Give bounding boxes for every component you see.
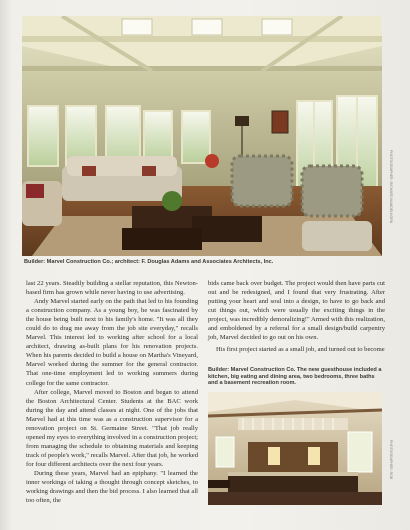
main-photo-caption: Builder: Marvel Construction Co.; architect: F. Douglas Adams and Associates Architects, Inc. <box>24 259 274 265</box>
left-column-text <box>26 279 198 505</box>
paragraph: His first project started as a small job, and turned out to become <box>216 346 385 354</box>
paragraph: bids came back over budget. The project would then have parts cut out and be redesigned, and I found that very frustrating. After putting your heart and soul into a design, to have to go back and cut things out, which were usually the exciting things in the project, was incredibly demoralizing!" Armed with this realization, and emboldened by a referral for a small design/build carpentry job, Marvel decided to go out on his own. <box>208 280 385 342</box>
living-room-photo <box>22 16 382 256</box>
right-column-text <box>208 279 385 354</box>
paragraph: After college, Marvel moved to Boston and began to attend the Boston Architectural Center. Students at the BAC work during the day and attend classes at night. One of the jobs that Marvel had at this time was as a construction supervisor for a renovation project on St. Germaine Street. "That job really opened my eyes to everything involved in a construction project; from managing the schedule to obtaining materials and keeping track of people's work," recalls Marvel. After that job, he worked for four different architects over the next four years. <box>26 388 198 468</box>
paragraph: During these years, Marvel had an epiphany. "I learned the inner workings of taking a thought through concept sketches, to working drawings and then the bid process. I also learned that all too often, the <box>26 469 198 505</box>
paragraph: last 22 years. Steadily building a stellar reputation, this Newton-based firm has grown while never having to use advertising. <box>26 280 198 297</box>
photo-credit-small: PHOTOGRAPHER: ROB <box>389 440 393 480</box>
photo-credit: PHOTOGRAPHER: RICHARD MANDELKORN <box>389 150 393 224</box>
paragraph: Andy Marvel started early on the path that led to his founding a construction company. As a young boy, he was fascinated by the house being built next to his family's home. "It was all they could do to drag me away from the job site everyday," recalls Marvel. This interest led to working after school for a local architect, drawing as-built plans for his renovation projects. When his parents decided to build a house on Martha's Vineyard, Marvel worked during the summer for the general contractor. That one-time employment led to working summers during college for the same contractor. <box>26 298 198 387</box>
guesthouse-photo-caption: Builder: Marvel Construction Co. The new guesthouse included a kitchen, big eating and dining area, two bedrooms, three baths and a basement recreation room. <box>208 367 382 387</box>
guesthouse-kitchen-photo <box>208 392 382 505</box>
